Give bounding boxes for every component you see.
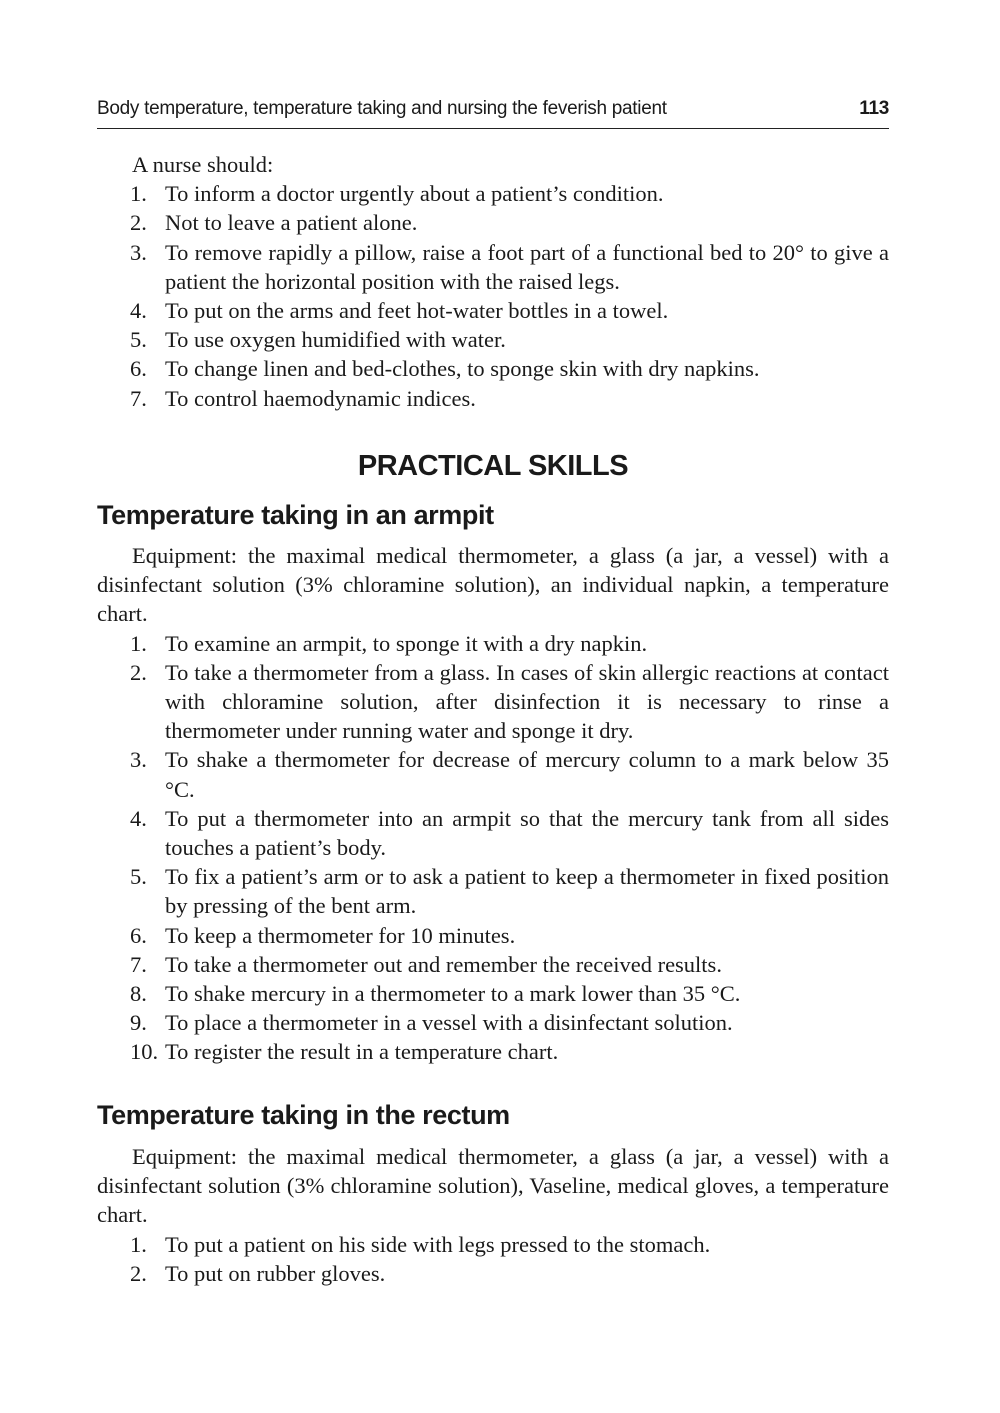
- intro-list: [97, 179, 889, 413]
- list-item: [97, 238, 889, 296]
- list-item: [97, 1230, 889, 1259]
- item-number: 1.: [130, 181, 147, 207]
- section-heading: PRACTICAL SKILLS: [357, 450, 629, 482]
- list-item: [97, 208, 889, 237]
- list-item: [97, 296, 889, 325]
- item-number: 1.: [130, 1231, 147, 1257]
- item-text: To change linen and bed-clothes, to sponge skin with dry napkins.: [165, 356, 760, 382]
- subsection-heading: Temperature taking in the rectum: [97, 1100, 510, 1130]
- list-item: [97, 1259, 889, 1288]
- item-text: To keep a thermometer for 10 minutes.: [165, 922, 516, 948]
- item-text: To place a thermometer in a vessel with a disinfectant solution.: [165, 1010, 733, 1036]
- item-number: 9.: [130, 1010, 147, 1036]
- equipment-paragraph: Equipment: the maximal medical thermometer, a glass (a jar, a vessel) with a disinfectant solution (3% chloramine solution), an individual napkin, a temperature chart.: [97, 543, 889, 627]
- rectum-section: [97, 1100, 889, 1131]
- item-text: To control haemodynamic indices.: [165, 385, 476, 411]
- item-number: 2.: [130, 1260, 147, 1286]
- rectum-body: [97, 1142, 889, 1288]
- list-item: [97, 179, 889, 208]
- list-item: [97, 921, 889, 950]
- item-text: To fix a patient’s arm or to ask a patient to keep a thermometer in fixed position by pressing of the bent arm.: [165, 864, 889, 919]
- item-number: 2.: [130, 659, 147, 685]
- item-text: To inform a doctor urgently about a patient’s condition.: [165, 181, 664, 207]
- list-item: [97, 1008, 889, 1037]
- item-text: To put a thermometer into an armpit so that the mercury tank from all sides touches a patient’s body.: [165, 805, 889, 861]
- list-item: [97, 384, 889, 413]
- list-item: [97, 1037, 889, 1066]
- item-text: Not to leave a patient alone.: [165, 210, 418, 236]
- header-title: Body temperature, temperature taking and nursing the feverish patient: [97, 98, 667, 119]
- item-text: To put on rubber gloves.: [165, 1260, 386, 1286]
- item-number: 8.: [130, 981, 147, 1007]
- item-number: 6.: [130, 922, 147, 948]
- list-item: [97, 354, 889, 383]
- page-number: 113: [859, 98, 889, 119]
- list-item: [97, 804, 889, 862]
- list-item: [97, 862, 889, 920]
- item-number: 10.: [130, 1039, 159, 1065]
- list-item: [97, 745, 889, 803]
- rectum-steps: [97, 1230, 889, 1288]
- item-text: To register the result in a temperature chart.: [165, 1039, 559, 1065]
- item-text: To take a thermometer out and remember the received results.: [165, 951, 722, 977]
- item-text: To use oxygen humidified with water.: [165, 327, 506, 353]
- item-text: To shake a thermometer for decrease of mercury column to a mark below 35 °C.: [165, 747, 889, 802]
- item-text: To take a thermometer from a glass. In cases of skin allergic reactions at contact with chloramine solution, after disinfection it is necessary to rinse a thermometer under running water and sponge it dry.: [165, 659, 889, 744]
- list-item: [97, 979, 889, 1008]
- item-text: To remove rapidly a pillow, raise a foot part of a functional bed to 20° to give a patient the horizontal position with the raised legs.: [165, 239, 889, 294]
- armpit-body: [97, 541, 889, 1067]
- item-text: To shake mercury in a thermometer to a mark lower than 35 °C.: [165, 981, 741, 1007]
- item-number: 3.: [130, 747, 147, 773]
- item-text: To examine an armpit, to sponge it with a dry napkin.: [165, 630, 648, 656]
- running-header: [97, 96, 889, 129]
- list-item: [97, 629, 889, 658]
- item-text: To put a patient on his side with legs pressed to the stomach.: [165, 1231, 711, 1257]
- equipment-paragraph: Equipment: the maximal medical thermometer, a glass (a jar, a vessel) with a disinfectant solution (3% chloramine solution), Vaseline, medical gloves, a temperature chart.: [97, 1144, 889, 1228]
- intro-section: [97, 150, 889, 413]
- item-number: 5.: [130, 864, 147, 890]
- item-text: To put on the arms and feet hot-water bottles in a towel.: [165, 298, 669, 324]
- list-item: [97, 325, 889, 354]
- list-item: [97, 950, 889, 979]
- item-number: 7.: [130, 385, 147, 411]
- armpit-steps: [97, 629, 889, 1067]
- item-number: 6.: [130, 356, 147, 382]
- armpit-section: [97, 500, 889, 531]
- item-number: 4.: [130, 805, 147, 831]
- practical-skills-section: [97, 450, 889, 483]
- item-number: 5.: [130, 327, 147, 353]
- item-number: 3.: [130, 239, 147, 265]
- intro-lead: A nurse should:: [132, 152, 274, 177]
- item-number: 7.: [130, 951, 147, 977]
- item-number: 1.: [130, 630, 147, 656]
- list-item: [97, 658, 889, 746]
- item-number: 2.: [130, 210, 147, 236]
- subsection-heading: Temperature taking in an armpit: [97, 500, 494, 530]
- item-number: 4.: [130, 298, 147, 324]
